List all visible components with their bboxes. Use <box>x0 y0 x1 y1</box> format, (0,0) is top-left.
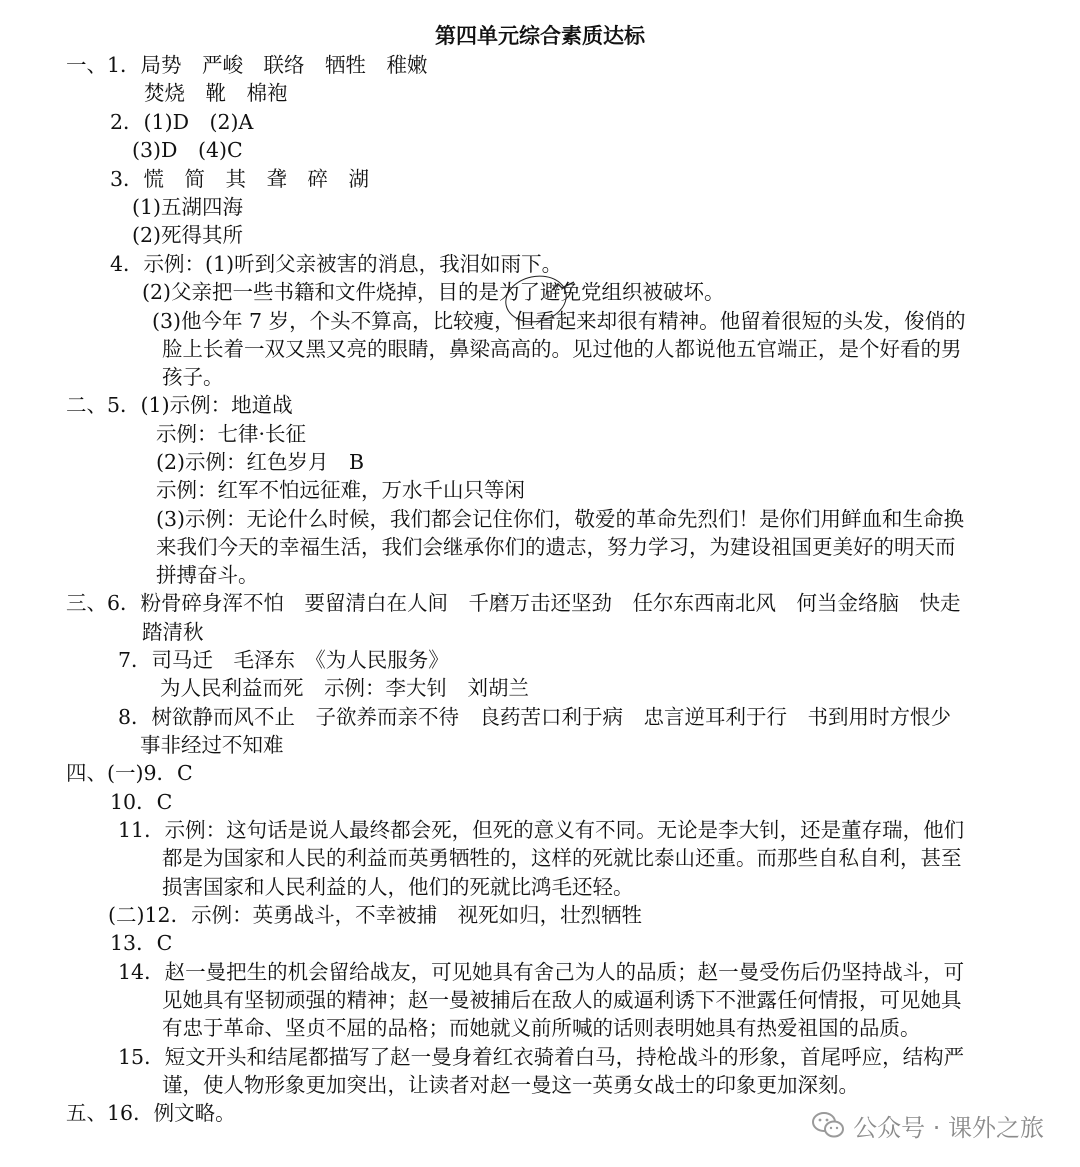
text-line: (1)五湖四海 <box>132 195 244 219</box>
text-line: (二)12．示例：英勇战斗，不幸被捕 视死如归，壮烈牺牲 <box>108 903 643 927</box>
text-line: 示例：红军不怕远征难，万水千山只等闲 <box>156 478 525 502</box>
text-line: 谨，使人物形象更加突出，让读者对赵一曼这一英勇女战士的印象更加深刻。 <box>162 1073 859 1097</box>
pen-tick-mark <box>550 280 576 294</box>
text-line: 14．赵一曼把生的机会留给战友，可见她具有舍己为人的品质；赵一曼受伤后仍坚持战斗，可 <box>118 960 965 984</box>
text-line: (3)示例：无论什么时候，我们都会记住你们，敬爱的革命先烈们！是你们用鲜血和生命换 <box>156 507 965 531</box>
text-line: (2)父亲把一些书籍和文件烧掉，目的是为了避免党组织被破坏。 <box>142 280 725 304</box>
text-line: 有忠于革命、坚贞不屈的品格；而她就义前所喊的话则表明她具有热爱祖国的品质。 <box>162 1016 921 1040</box>
text-line: 为人民利益而死 示例：李大钊 刘胡兰 <box>160 676 529 700</box>
text-line: 4．示例：(1)听到父亲被害的消息，我泪如雨下。 <box>110 252 563 276</box>
text-line: (2)死得其所 <box>132 223 244 247</box>
text-line: 损害国家和人民利益的人，他们的死就比鸿毛还轻。 <box>162 875 634 899</box>
text-line: 见她具有坚韧顽强的精神；赵一曼被捕后在敌人的威逼利诱下不泄露任何情报，可见她具 <box>162 988 962 1012</box>
watermark-text: 公众号 · 课外之旅 <box>853 1113 1044 1142</box>
text-line: 五、16．例文略。 <box>66 1101 236 1125</box>
text-line: 事非经过不知难 <box>140 733 284 757</box>
text-line: 7．司马迁 毛泽东 《为人民服务》 <box>118 648 449 672</box>
text-line: 拼搏奋斗。 <box>156 563 259 587</box>
text-line: 10．C <box>110 790 173 814</box>
wechat-icon <box>811 1110 845 1140</box>
text-line: 四、(一)9．C <box>66 761 193 785</box>
page-title: 第四单元综合素质达标 <box>435 24 645 48</box>
text-line: (2)示例：红色岁月 B <box>156 450 365 474</box>
text-line: 来我们今天的幸福生活，我们会继承你们的遗志，努力学习，为建设祖国更美好的明天而 <box>156 535 956 559</box>
text-line: 一、1．局势 严峻 联络 牺牲 稚嫩 <box>66 53 428 77</box>
text-line: 3．慌 简 其 聋 碎 湖 <box>110 167 370 191</box>
text-line: 11．示例：这句话是说人最终都会死，但死的意义有不同。无论是李大钊，还是董存瑞，他们 <box>118 818 965 842</box>
watermark <box>811 1105 1044 1145</box>
text-line: 都是为国家和人民的利益而英勇牺牲的，这样的死就比泰山还重。而那些自私自利，甚至 <box>162 846 962 870</box>
text-line: 孩子。 <box>162 365 224 389</box>
text-line: 2．(1)D (2)A <box>110 110 254 134</box>
text-line: 二、5．(1)示例：地道战 <box>66 393 293 417</box>
text-line: 脸上长着一双又黑又亮的眼睛，鼻梁高高的。见过他的人都说他五官端正，是个好看的男 <box>162 337 962 361</box>
text-line: (3)他今年 7 岁，个头不算高，比较瘦，但看起来却很有精神。他留着很短的头发，俊俏的 <box>152 309 966 333</box>
text-line: 15．短文开头和结尾都描写了赵一曼身着红衣骑着白马，持枪战斗的形象，首尾呼应，结构严 <box>118 1045 965 1069</box>
text-line: (3)D (4)C <box>132 138 243 162</box>
text-line: 8．树欲静而风不止 子欲养而亲不待 良药苦口利于病 忠言逆耳利于行 书到用时方恨少 <box>118 705 952 729</box>
text-line: 踏清秋 <box>142 620 204 644</box>
text-line: 示例：七律·长征 <box>156 422 307 446</box>
text-line: 13．C <box>110 931 173 955</box>
text-line: 焚烧 靴 棉袍 <box>144 81 288 105</box>
text-line: 三、6．粉骨碎身浑不怕 要留清白在人间 千磨万击还坚劲 任尔东西南北风 何当金络脑 快走 <box>66 591 961 615</box>
